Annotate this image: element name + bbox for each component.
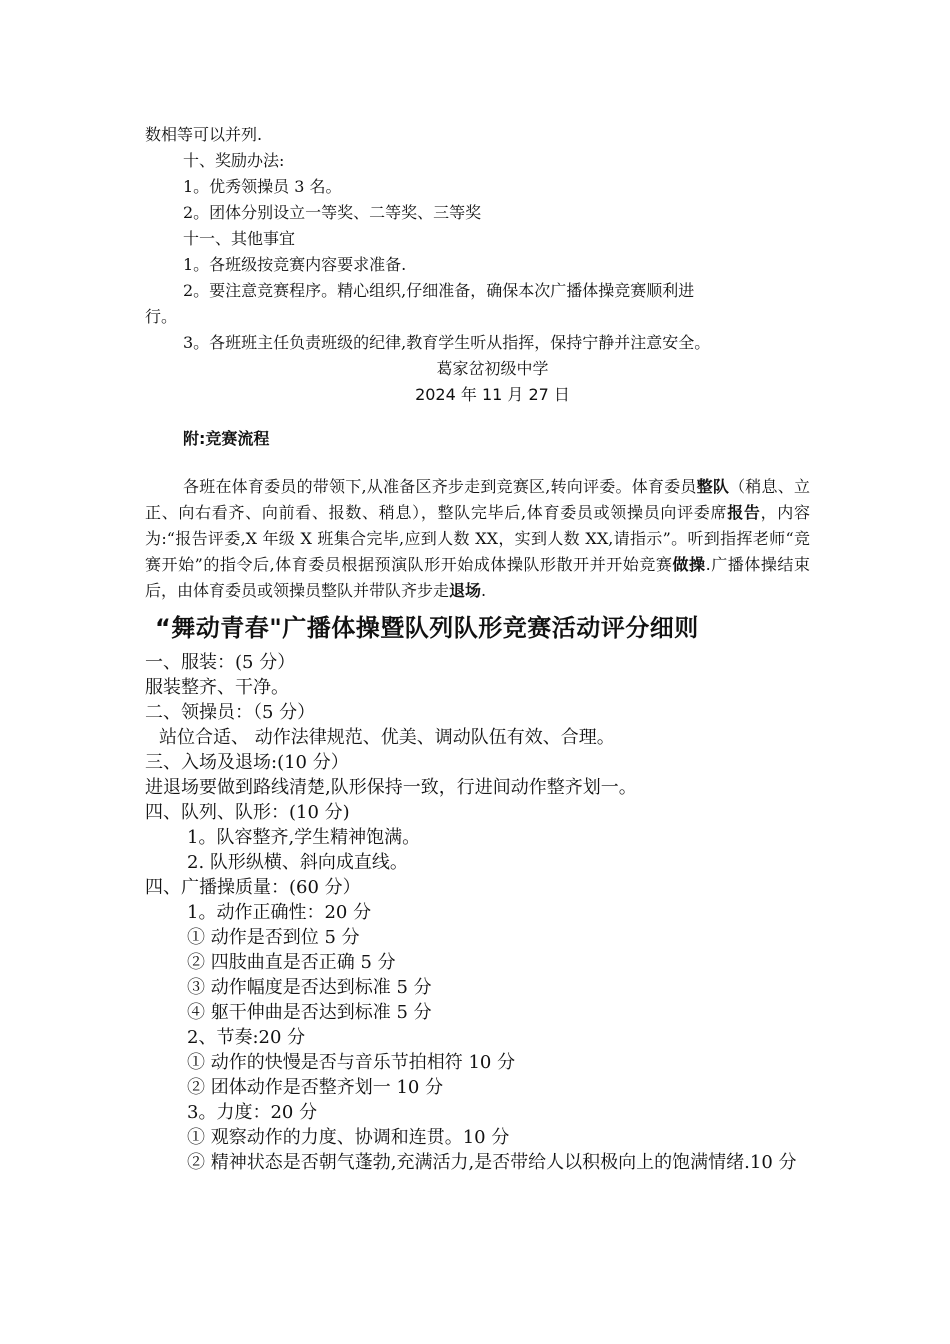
rule-text: 进退场要做到路线清楚,队形保持一致，行进间动作整齐划一。: [145, 777, 637, 798]
rule-text: 2. 队形纵横、斜向成直线。: [187, 852, 408, 873]
annex-paragraph: [145, 474, 810, 604]
rule-text: 服装整齐、干净。: [145, 677, 289, 698]
para-text: ，内容为:“报告评委,X 年级 X 班集合完毕,应到人数 XX，实到人数 XX,请指示”。听到指挥老师“竞赛开始”的指令后,体育委员根据预演队形开始成体操队形散开并开始竞赛: [145, 503, 810, 574]
text-line: 2。要注意竞赛程序。精心组织,仔细准备，确保本次广播体操竞赛顺利进: [183, 281, 695, 300]
rule-heading: 一、服装：(5 分）: [145, 652, 296, 673]
para-text: .: [481, 581, 487, 600]
rule-text: ① 观察动作的力度、协调和连贯。10 分: [187, 1127, 510, 1148]
rule-heading: 三、入场及退场:(10 分）: [145, 752, 349, 773]
para-text: .广播体操结束后，由体育委员或领操员整队并带队齐步走: [145, 555, 810, 600]
rule-text: ① 动作的快慢是否与音乐节拍相符 10 分: [187, 1052, 516, 1073]
text-line: 1。各班级按竞赛内容要求准备.: [183, 255, 407, 274]
rule-subheading: 2、节奏:20 分: [187, 1027, 306, 1048]
rule-heading: 四、队列、队形：(10 分): [145, 802, 350, 823]
para-bold: 整队: [696, 477, 730, 496]
section-heading-awards: 十、奖励办法:: [183, 151, 285, 170]
rule-text: 站位合适、 动作法律规范、优美、调动队伍有效、合理。: [159, 727, 615, 748]
rule-text: ② 团体动作是否整齐划一 10 分: [187, 1077, 444, 1098]
rule-text: ② 四肢曲直是否正确 5 分: [187, 952, 396, 973]
annex-title: 附:竞赛流程: [183, 429, 270, 448]
text-line: 2。团体分别设立一等奖、二等奖、三等奖: [183, 203, 482, 222]
rule-subheading: 1。动作正确性：20 分: [187, 902, 372, 923]
rule-text: ④ 躯干伸曲是否达到标准 5 分: [187, 1002, 432, 1023]
para-bold: 退场: [449, 581, 482, 600]
rule-subheading: 3。力度：20 分: [187, 1102, 318, 1123]
text-line: 行。: [145, 307, 178, 326]
rule-heading: 二、领操员：（5 分）: [145, 702, 316, 723]
para-bold: 报告: [727, 503, 761, 522]
para-bold: 做操: [672, 555, 706, 574]
rule-text: 1。队容整齐,学生精神饱满。: [187, 827, 421, 848]
rule-text: ② 精神状态是否朝气蓬勃,充满活力,是否带给人以积极向上的饱满情绪.10 分: [187, 1152, 797, 1173]
text-line: 1。优秀领操员 3 名。: [183, 177, 342, 196]
section-heading-other: 十一、其他事宜: [183, 229, 296, 248]
rules-title: “舞动青春"广播体操暨队列队形竞赛活动评分细则: [155, 614, 699, 642]
rule-heading: 四、广播操质量：(60 分）: [145, 877, 361, 898]
para-text: 各班在体育委员的带领下,从准备区齐步走到竞赛区,转向评委。体育委员: [183, 477, 697, 496]
rule-text: ① 动作是否到位 5 分: [187, 927, 360, 948]
document-date: 2024 年 11 月 27 日: [415, 385, 570, 404]
text-line: 3。各班班主任负责班级的纪律,教育学生听从指挥，保持宁静并注意安全。: [183, 333, 711, 352]
text-line: 数相等可以并列.: [145, 125, 263, 144]
rule-text: ③ 动作幅度是否达到标准 5 分: [187, 977, 432, 998]
document-page: [145, 122, 810, 1175]
school-name: 葛家岔初级中学: [436, 359, 549, 378]
para-text: （稍息、立正、向右看齐、向前看、报数、稍息），整队完毕后,体育委员或领操员向评委席: [145, 477, 810, 522]
